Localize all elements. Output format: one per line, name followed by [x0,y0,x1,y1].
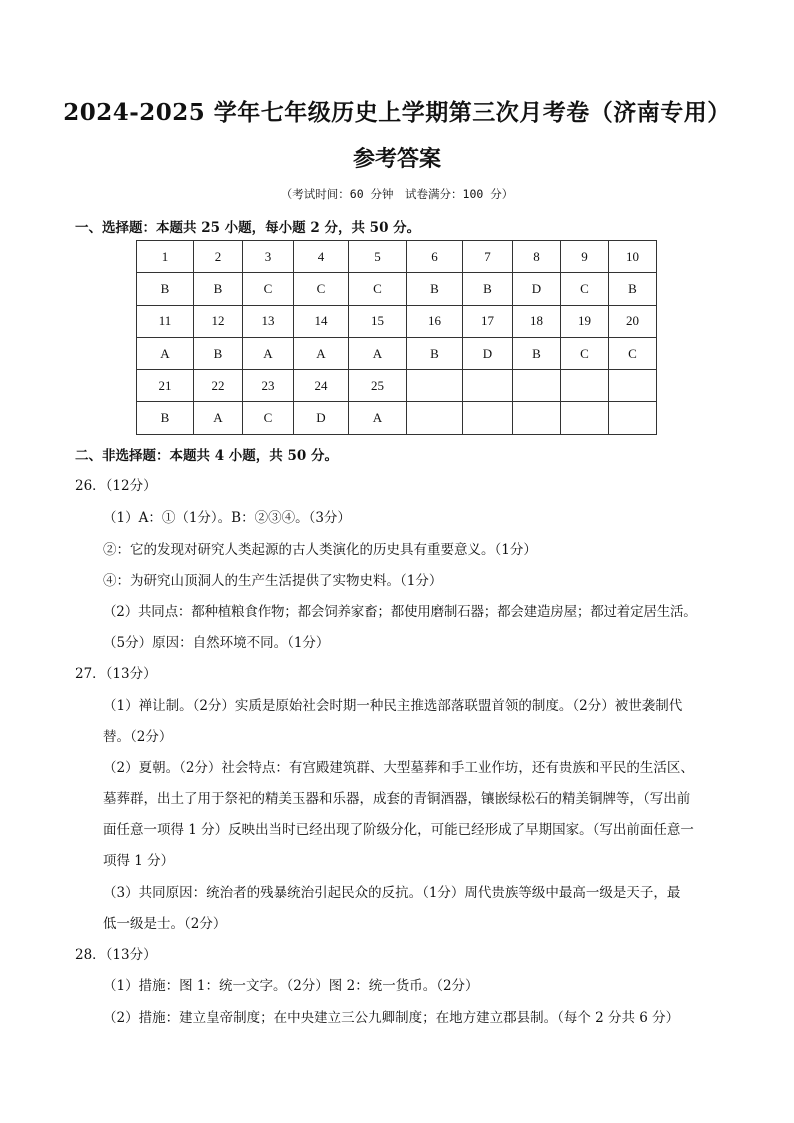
answer-cell: C [243,273,294,305]
answer-line: （2）夏朝。（2分）社会特点：有宫殿建筑群、大型墓葬和手工业作坊，还有贵族和平民的生活区、 [103,760,694,776]
question-number-cell [407,370,463,402]
answer-line: 面任意一项得 1 分）反映出当时已经出现了阶级分化，可能已经形成了早期国家。（写出前面任意一 [103,822,694,838]
question-number-cell: 22 [194,370,243,402]
answer-row [137,402,657,434]
answer-line: 墓葬群，出土了用于祭祀的精美玉器和乐器，成套的青铜酒器，镶嵌绿松石的精美铜牌等，（写出前 [103,791,691,807]
question-number-cell: 18 [513,305,561,337]
answer-cell: C [294,273,349,305]
answer-cell: B [137,273,194,305]
document-subtitle: 参考答案 [352,146,441,172]
answer-cell: A [294,337,349,369]
answer-line: （5分）原因：自然环境不同。（1分） [103,635,330,651]
answer-line: （3）共同原因：统治者的残暴统治引起民众的反抗。（1分）周代贵族等级中最高一级是天子，最 [103,885,681,901]
question-number-cell: 17 [463,305,513,337]
answer-cell: C [609,337,657,369]
answer-cell: D [294,402,349,434]
answer-cell: C [561,337,609,369]
question-number-cell: 19 [561,305,609,337]
answer-cell: D [463,337,513,369]
question-number-cell: 23 [243,370,294,402]
question-number-cell: 12 [194,305,243,337]
document-title: 2024-2025 学年七年级历史上学期第三次月考卷（济南专用） [63,99,731,126]
answer-cell: B [463,273,513,305]
question-26-header: 26．（12分） [75,478,157,494]
question-number-cell [463,370,513,402]
answer-line: （1）A：①（1分）。B：②③④。（3分） [103,510,351,526]
answer-cell: B [513,337,561,369]
question-number-cell: 16 [407,305,463,337]
answer-line: 项得 1 分） [103,853,175,869]
answer-cell: B [194,273,243,305]
answer-cell: B [407,337,463,369]
question-number-cell: 6 [407,241,463,273]
question-number-cell: 21 [137,370,194,402]
answer-cell: A [349,337,407,369]
question-number-cell: 3 [243,241,294,273]
question-number-cell: 24 [294,370,349,402]
question-number-cell: 10 [609,241,657,273]
question-number-cell: 2 [194,241,243,273]
question-number-cell: 14 [294,305,349,337]
answer-cell [609,402,657,434]
answer-row [137,337,657,369]
question-number-cell: 1 [137,241,194,273]
answer-cell: C [243,402,294,434]
answer-cell: B [137,402,194,434]
question-number-cell [561,370,609,402]
answer-cell [561,402,609,434]
answer-cell [463,402,513,434]
answer-cell [513,402,561,434]
question-number-cell: 8 [513,241,561,273]
question-number-cell [609,370,657,402]
answer-cell: A [194,402,243,434]
question-number-cell: 25 [349,370,407,402]
answer-cell: C [561,273,609,305]
answer-table [136,240,657,435]
answer-cell: B [609,273,657,305]
question-27-header: 27．（13分） [75,666,157,682]
question-number-row [137,370,657,402]
answer-cell: A [349,402,407,434]
answer-line: 替。（2分） [103,729,173,745]
question-number-cell: 15 [349,305,407,337]
question-number-row [137,305,657,337]
answer-line: （1）禅让制。（2分）实质是原始社会时期一种民主推选部落联盟首领的制度。（2分）被世袭制代 [103,698,683,714]
answer-cell: A [243,337,294,369]
answer-line: （2）措施：建立皇帝制度；在中央建立三公九卿制度；在地方建立郡县制。（每个 2 分共 6 分） [103,1010,680,1026]
answer-cell: C [349,273,407,305]
question-number-cell: 11 [137,305,194,337]
answer-cell: B [407,273,463,305]
question-number-row [137,241,657,273]
answer-line: ②：它的发现对研究人类起源的古人类演化的历史具有重要意义。（1分） [103,542,537,558]
answer-row [137,273,657,305]
answer-line: （2）共同点：都种植粮食作物；都会饲养家畜；都使用磨制石器；都会建造房屋；都过着定居生活。 [103,604,697,620]
answer-cell [407,402,463,434]
section2-heading: 二、非选择题：本题共 4 小题，共 50 分。 [75,448,338,464]
answer-line: 低一级是士。（2分） [103,916,227,932]
question-number-cell [513,370,561,402]
question-number-cell: 7 [463,241,513,273]
answer-cell: D [513,273,561,305]
question-number-cell: 20 [609,305,657,337]
exam-note: （考试时间：60 分钟 试卷满分：100 分） [280,187,514,201]
question-number-cell: 9 [561,241,609,273]
answer-cell: A [137,337,194,369]
question-number-cell: 5 [349,241,407,273]
answer-cell: B [194,337,243,369]
section1-heading: 一、选择题：本题共 25 小题，每小题 2 分，共 50 分。 [75,220,421,236]
question-number-cell: 13 [243,305,294,337]
question-number-cell: 4 [294,241,349,273]
answer-line: ④：为研究山顶洞人的生产生活提供了实物史料。（1分） [103,573,443,589]
question-28-header: 28．（13分） [75,947,157,963]
answer-line: （1）措施：图 1：统一文字。（2分）图 2：统一货币。（2分） [103,978,479,994]
